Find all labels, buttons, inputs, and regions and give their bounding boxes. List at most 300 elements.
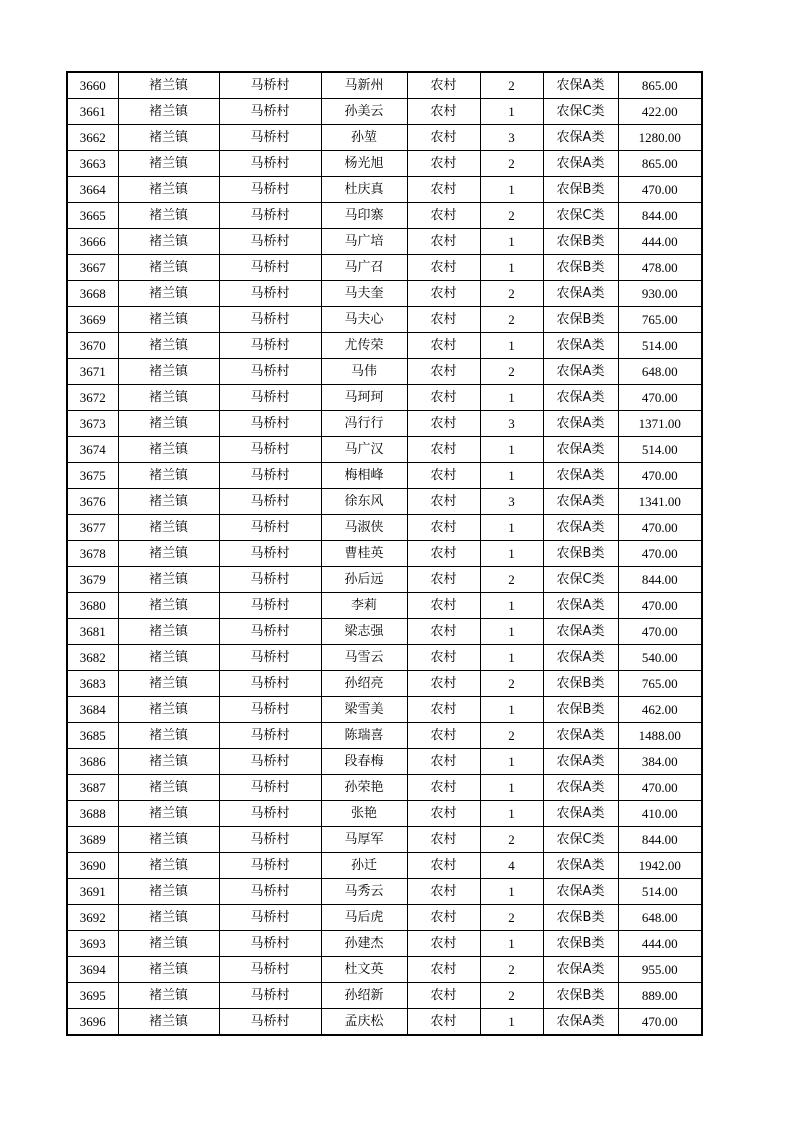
table-row bbox=[67, 255, 702, 281]
village-cell: 马桥村 bbox=[219, 645, 321, 671]
insurance-category-cell: 农保A类 bbox=[543, 1009, 618, 1036]
amount-cell: 470.00 bbox=[618, 515, 702, 541]
table-row bbox=[67, 879, 702, 905]
household-size-cell: 2 bbox=[480, 203, 543, 229]
table-row bbox=[67, 125, 702, 151]
town-cell: 褚兰镇 bbox=[118, 177, 219, 203]
row-number-cell: 3694 bbox=[67, 957, 118, 983]
amount-cell: 1371.00 bbox=[618, 411, 702, 437]
area-type-cell: 农村 bbox=[407, 671, 480, 697]
table-row bbox=[67, 72, 702, 99]
table-row bbox=[67, 99, 702, 125]
table-row bbox=[67, 697, 702, 723]
insurance-category-cell: 农保A类 bbox=[543, 72, 618, 99]
town-cell: 褚兰镇 bbox=[118, 437, 219, 463]
amount-cell: 1488.00 bbox=[618, 723, 702, 749]
insurance-category-cell: 农保C类 bbox=[543, 567, 618, 593]
insurance-category-cell: 农保A类 bbox=[543, 437, 618, 463]
row-number-cell: 3674 bbox=[67, 437, 118, 463]
row-number-cell: 3685 bbox=[67, 723, 118, 749]
name-cell: 马秀云 bbox=[321, 879, 407, 905]
amount-cell: 470.00 bbox=[618, 619, 702, 645]
table-row bbox=[67, 827, 702, 853]
name-cell: 孙绍亮 bbox=[321, 671, 407, 697]
insurance-category-cell: 农保A类 bbox=[543, 957, 618, 983]
row-number-cell: 3668 bbox=[67, 281, 118, 307]
household-size-cell: 1 bbox=[480, 879, 543, 905]
name-cell: 陈瑞喜 bbox=[321, 723, 407, 749]
town-cell: 褚兰镇 bbox=[118, 931, 219, 957]
row-number-cell: 3686 bbox=[67, 749, 118, 775]
household-size-cell: 1 bbox=[480, 593, 543, 619]
town-cell: 褚兰镇 bbox=[118, 853, 219, 879]
name-cell: 杨光旭 bbox=[321, 151, 407, 177]
insurance-category-cell: 农保C类 bbox=[543, 827, 618, 853]
town-cell: 褚兰镇 bbox=[118, 203, 219, 229]
household-size-cell: 1 bbox=[480, 619, 543, 645]
row-number-cell: 3664 bbox=[67, 177, 118, 203]
amount-cell: 470.00 bbox=[618, 177, 702, 203]
village-cell: 马桥村 bbox=[219, 983, 321, 1009]
table-row bbox=[67, 437, 702, 463]
village-cell: 马桥村 bbox=[219, 463, 321, 489]
town-cell: 褚兰镇 bbox=[118, 333, 219, 359]
amount-cell: 844.00 bbox=[618, 827, 702, 853]
household-size-cell: 2 bbox=[480, 957, 543, 983]
insurance-category-cell: 农保A类 bbox=[543, 281, 618, 307]
table-row bbox=[67, 385, 702, 411]
insurance-category-cell: 农保B类 bbox=[543, 905, 618, 931]
household-size-cell: 1 bbox=[480, 775, 543, 801]
row-number-cell: 3682 bbox=[67, 645, 118, 671]
area-type-cell: 农村 bbox=[407, 593, 480, 619]
amount-cell: 1280.00 bbox=[618, 125, 702, 151]
village-cell: 马桥村 bbox=[219, 853, 321, 879]
village-cell: 马桥村 bbox=[219, 905, 321, 931]
name-cell: 梁志强 bbox=[321, 619, 407, 645]
household-size-cell: 1 bbox=[480, 749, 543, 775]
records-table bbox=[66, 71, 703, 1036]
town-cell: 褚兰镇 bbox=[118, 255, 219, 281]
amount-cell: 444.00 bbox=[618, 229, 702, 255]
area-type-cell: 农村 bbox=[407, 619, 480, 645]
name-cell: 马夫心 bbox=[321, 307, 407, 333]
household-size-cell: 1 bbox=[480, 541, 543, 567]
village-cell: 马桥村 bbox=[219, 281, 321, 307]
insurance-category-cell: 农保B类 bbox=[543, 255, 618, 281]
table-row bbox=[67, 333, 702, 359]
name-cell: 马新州 bbox=[321, 72, 407, 99]
name-cell: 马广召 bbox=[321, 255, 407, 281]
area-type-cell: 农村 bbox=[407, 72, 480, 99]
household-size-cell: 2 bbox=[480, 723, 543, 749]
village-cell: 马桥村 bbox=[219, 879, 321, 905]
amount-cell: 844.00 bbox=[618, 567, 702, 593]
insurance-category-cell: 农保A类 bbox=[543, 359, 618, 385]
insurance-category-cell: 农保A类 bbox=[543, 775, 618, 801]
table-row bbox=[67, 723, 702, 749]
name-cell: 孙迁 bbox=[321, 853, 407, 879]
insurance-category-cell: 农保B类 bbox=[543, 983, 618, 1009]
household-size-cell: 1 bbox=[480, 229, 543, 255]
row-number-cell: 3660 bbox=[67, 72, 118, 99]
table-row bbox=[67, 515, 702, 541]
name-cell: 马雪云 bbox=[321, 645, 407, 671]
area-type-cell: 农村 bbox=[407, 255, 480, 281]
household-size-cell: 1 bbox=[480, 99, 543, 125]
household-size-cell: 1 bbox=[480, 333, 543, 359]
area-type-cell: 农村 bbox=[407, 1009, 480, 1036]
table-row bbox=[67, 151, 702, 177]
table-row bbox=[67, 1009, 702, 1036]
household-size-cell: 1 bbox=[480, 437, 543, 463]
name-cell: 杜庆真 bbox=[321, 177, 407, 203]
household-size-cell: 3 bbox=[480, 411, 543, 437]
village-cell: 马桥村 bbox=[219, 255, 321, 281]
insurance-category-cell: 农保B类 bbox=[543, 671, 618, 697]
village-cell: 马桥村 bbox=[219, 931, 321, 957]
town-cell: 褚兰镇 bbox=[118, 72, 219, 99]
town-cell: 褚兰镇 bbox=[118, 385, 219, 411]
row-number-cell: 3675 bbox=[67, 463, 118, 489]
insurance-category-cell: 农保B类 bbox=[543, 931, 618, 957]
insurance-category-cell: 农保A类 bbox=[543, 333, 618, 359]
household-size-cell: 2 bbox=[480, 567, 543, 593]
village-cell: 马桥村 bbox=[219, 203, 321, 229]
town-cell: 褚兰镇 bbox=[118, 697, 219, 723]
name-cell: 马广汉 bbox=[321, 437, 407, 463]
insurance-category-cell: 农保A类 bbox=[543, 385, 618, 411]
town-cell: 褚兰镇 bbox=[118, 801, 219, 827]
row-number-cell: 3693 bbox=[67, 931, 118, 957]
row-number-cell: 3667 bbox=[67, 255, 118, 281]
amount-cell: 648.00 bbox=[618, 905, 702, 931]
area-type-cell: 农村 bbox=[407, 463, 480, 489]
amount-cell: 889.00 bbox=[618, 983, 702, 1009]
amount-cell: 470.00 bbox=[618, 593, 702, 619]
name-cell: 杜文英 bbox=[321, 957, 407, 983]
row-number-cell: 3692 bbox=[67, 905, 118, 931]
table-row bbox=[67, 593, 702, 619]
village-cell: 马桥村 bbox=[219, 827, 321, 853]
name-cell: 曹桂英 bbox=[321, 541, 407, 567]
area-type-cell: 农村 bbox=[407, 801, 480, 827]
area-type-cell: 农村 bbox=[407, 151, 480, 177]
amount-cell: 478.00 bbox=[618, 255, 702, 281]
table-row bbox=[67, 489, 702, 515]
amount-cell: 422.00 bbox=[618, 99, 702, 125]
household-size-cell: 2 bbox=[480, 307, 543, 333]
area-type-cell: 农村 bbox=[407, 99, 480, 125]
village-cell: 马桥村 bbox=[219, 385, 321, 411]
town-cell: 褚兰镇 bbox=[118, 99, 219, 125]
household-size-cell: 2 bbox=[480, 281, 543, 307]
town-cell: 褚兰镇 bbox=[118, 489, 219, 515]
village-cell: 马桥村 bbox=[219, 957, 321, 983]
name-cell: 马后虎 bbox=[321, 905, 407, 931]
household-size-cell: 2 bbox=[480, 151, 543, 177]
town-cell: 褚兰镇 bbox=[118, 515, 219, 541]
table-row bbox=[67, 281, 702, 307]
insurance-category-cell: 农保B类 bbox=[543, 307, 618, 333]
insurance-category-cell: 农保A类 bbox=[543, 125, 618, 151]
town-cell: 褚兰镇 bbox=[118, 567, 219, 593]
insurance-category-cell: 农保C类 bbox=[543, 99, 618, 125]
area-type-cell: 农村 bbox=[407, 203, 480, 229]
village-cell: 马桥村 bbox=[219, 307, 321, 333]
table-row bbox=[67, 749, 702, 775]
table-row bbox=[67, 931, 702, 957]
table-row bbox=[67, 853, 702, 879]
area-type-cell: 农村 bbox=[407, 229, 480, 255]
row-number-cell: 3678 bbox=[67, 541, 118, 567]
table-row bbox=[67, 229, 702, 255]
table-row bbox=[67, 645, 702, 671]
table-row bbox=[67, 775, 702, 801]
name-cell: 李莉 bbox=[321, 593, 407, 619]
row-number-cell: 3689 bbox=[67, 827, 118, 853]
insurance-category-cell: 农保A类 bbox=[543, 645, 618, 671]
row-number-cell: 3688 bbox=[67, 801, 118, 827]
village-cell: 马桥村 bbox=[219, 72, 321, 99]
village-cell: 马桥村 bbox=[219, 515, 321, 541]
village-cell: 马桥村 bbox=[219, 567, 321, 593]
amount-cell: 955.00 bbox=[618, 957, 702, 983]
town-cell: 褚兰镇 bbox=[118, 619, 219, 645]
amount-cell: 444.00 bbox=[618, 931, 702, 957]
name-cell: 孙荣艳 bbox=[321, 775, 407, 801]
name-cell: 梅相峰 bbox=[321, 463, 407, 489]
town-cell: 褚兰镇 bbox=[118, 1009, 219, 1036]
amount-cell: 844.00 bbox=[618, 203, 702, 229]
town-cell: 褚兰镇 bbox=[118, 411, 219, 437]
household-size-cell: 1 bbox=[480, 931, 543, 957]
amount-cell: 765.00 bbox=[618, 671, 702, 697]
insurance-category-cell: 农保A类 bbox=[543, 619, 618, 645]
amount-cell: 462.00 bbox=[618, 697, 702, 723]
household-size-cell: 2 bbox=[480, 671, 543, 697]
amount-cell: 470.00 bbox=[618, 541, 702, 567]
row-number-cell: 3681 bbox=[67, 619, 118, 645]
insurance-category-cell: 农保A类 bbox=[543, 853, 618, 879]
name-cell: 孙绍新 bbox=[321, 983, 407, 1009]
name-cell: 梁雪美 bbox=[321, 697, 407, 723]
village-cell: 马桥村 bbox=[219, 801, 321, 827]
village-cell: 马桥村 bbox=[219, 697, 321, 723]
village-cell: 马桥村 bbox=[219, 775, 321, 801]
amount-cell: 470.00 bbox=[618, 775, 702, 801]
row-number-cell: 3669 bbox=[67, 307, 118, 333]
household-size-cell: 1 bbox=[480, 645, 543, 671]
table-row bbox=[67, 671, 702, 697]
household-size-cell: 2 bbox=[480, 983, 543, 1009]
amount-cell: 514.00 bbox=[618, 879, 702, 905]
area-type-cell: 农村 bbox=[407, 853, 480, 879]
amount-cell: 865.00 bbox=[618, 151, 702, 177]
area-type-cell: 农村 bbox=[407, 515, 480, 541]
village-cell: 马桥村 bbox=[219, 125, 321, 151]
village-cell: 马桥村 bbox=[219, 177, 321, 203]
village-cell: 马桥村 bbox=[219, 723, 321, 749]
household-size-cell: 3 bbox=[480, 489, 543, 515]
village-cell: 马桥村 bbox=[219, 99, 321, 125]
name-cell: 马厚军 bbox=[321, 827, 407, 853]
insurance-category-cell: 农保C类 bbox=[543, 203, 618, 229]
village-cell: 马桥村 bbox=[219, 229, 321, 255]
table-row bbox=[67, 957, 702, 983]
amount-cell: 648.00 bbox=[618, 359, 702, 385]
insurance-category-cell: 农保B类 bbox=[543, 697, 618, 723]
village-cell: 马桥村 bbox=[219, 541, 321, 567]
village-cell: 马桥村 bbox=[219, 359, 321, 385]
row-number-cell: 3691 bbox=[67, 879, 118, 905]
household-size-cell: 2 bbox=[480, 72, 543, 99]
insurance-category-cell: 农保B类 bbox=[543, 541, 618, 567]
town-cell: 褚兰镇 bbox=[118, 463, 219, 489]
village-cell: 马桥村 bbox=[219, 333, 321, 359]
insurance-category-cell: 农保B类 bbox=[543, 229, 618, 255]
row-number-cell: 3673 bbox=[67, 411, 118, 437]
area-type-cell: 农村 bbox=[407, 541, 480, 567]
village-cell: 马桥村 bbox=[219, 1009, 321, 1036]
row-number-cell: 3666 bbox=[67, 229, 118, 255]
town-cell: 褚兰镇 bbox=[118, 281, 219, 307]
area-type-cell: 农村 bbox=[407, 437, 480, 463]
insurance-category-cell: 农保A类 bbox=[543, 593, 618, 619]
town-cell: 褚兰镇 bbox=[118, 645, 219, 671]
amount-cell: 1942.00 bbox=[618, 853, 702, 879]
household-size-cell: 4 bbox=[480, 853, 543, 879]
insurance-category-cell: 农保A类 bbox=[543, 151, 618, 177]
name-cell: 马广培 bbox=[321, 229, 407, 255]
insurance-category-cell: 农保A类 bbox=[543, 411, 618, 437]
amount-cell: 865.00 bbox=[618, 72, 702, 99]
area-type-cell: 农村 bbox=[407, 567, 480, 593]
village-cell: 马桥村 bbox=[219, 619, 321, 645]
household-size-cell: 1 bbox=[480, 801, 543, 827]
area-type-cell: 农村 bbox=[407, 385, 480, 411]
amount-cell: 1341.00 bbox=[618, 489, 702, 515]
town-cell: 褚兰镇 bbox=[118, 593, 219, 619]
row-number-cell: 3663 bbox=[67, 151, 118, 177]
village-cell: 马桥村 bbox=[219, 437, 321, 463]
household-size-cell: 1 bbox=[480, 1009, 543, 1036]
table-body bbox=[67, 72, 702, 1035]
name-cell: 马淑侠 bbox=[321, 515, 407, 541]
name-cell: 孟庆松 bbox=[321, 1009, 407, 1036]
area-type-cell: 农村 bbox=[407, 177, 480, 203]
row-number-cell: 3690 bbox=[67, 853, 118, 879]
name-cell: 孙美云 bbox=[321, 99, 407, 125]
name-cell: 徐东风 bbox=[321, 489, 407, 515]
row-number-cell: 3683 bbox=[67, 671, 118, 697]
household-size-cell: 1 bbox=[480, 463, 543, 489]
amount-cell: 470.00 bbox=[618, 1009, 702, 1036]
insurance-category-cell: 农保A类 bbox=[543, 723, 618, 749]
area-type-cell: 农村 bbox=[407, 489, 480, 515]
town-cell: 褚兰镇 bbox=[118, 723, 219, 749]
area-type-cell: 农村 bbox=[407, 281, 480, 307]
area-type-cell: 农村 bbox=[407, 827, 480, 853]
household-size-cell: 2 bbox=[480, 905, 543, 931]
town-cell: 褚兰镇 bbox=[118, 229, 219, 255]
village-cell: 马桥村 bbox=[219, 749, 321, 775]
amount-cell: 470.00 bbox=[618, 385, 702, 411]
table-row bbox=[67, 359, 702, 385]
household-size-cell: 1 bbox=[480, 255, 543, 281]
town-cell: 褚兰镇 bbox=[118, 749, 219, 775]
village-cell: 马桥村 bbox=[219, 593, 321, 619]
name-cell: 马夫奎 bbox=[321, 281, 407, 307]
area-type-cell: 农村 bbox=[407, 359, 480, 385]
name-cell: 孙建杰 bbox=[321, 931, 407, 957]
table-row bbox=[67, 177, 702, 203]
document-sheet bbox=[66, 71, 703, 1036]
amount-cell: 514.00 bbox=[618, 437, 702, 463]
village-cell: 马桥村 bbox=[219, 151, 321, 177]
row-number-cell: 3684 bbox=[67, 697, 118, 723]
row-number-cell: 3665 bbox=[67, 203, 118, 229]
area-type-cell: 农村 bbox=[407, 411, 480, 437]
town-cell: 褚兰镇 bbox=[118, 307, 219, 333]
table-row bbox=[67, 411, 702, 437]
village-cell: 马桥村 bbox=[219, 411, 321, 437]
table-row bbox=[67, 619, 702, 645]
name-cell: 马伟 bbox=[321, 359, 407, 385]
village-cell: 马桥村 bbox=[219, 489, 321, 515]
table-row bbox=[67, 983, 702, 1009]
area-type-cell: 农村 bbox=[407, 307, 480, 333]
village-cell: 马桥村 bbox=[219, 671, 321, 697]
name-cell: 马珂珂 bbox=[321, 385, 407, 411]
household-size-cell: 3 bbox=[480, 125, 543, 151]
amount-cell: 470.00 bbox=[618, 463, 702, 489]
row-number-cell: 3661 bbox=[67, 99, 118, 125]
household-size-cell: 1 bbox=[480, 177, 543, 203]
area-type-cell: 农村 bbox=[407, 775, 480, 801]
table-row bbox=[67, 567, 702, 593]
area-type-cell: 农村 bbox=[407, 879, 480, 905]
row-number-cell: 3676 bbox=[67, 489, 118, 515]
row-number-cell: 3672 bbox=[67, 385, 118, 411]
town-cell: 褚兰镇 bbox=[118, 671, 219, 697]
insurance-category-cell: 农保B类 bbox=[543, 177, 618, 203]
area-type-cell: 农村 bbox=[407, 749, 480, 775]
row-number-cell: 3695 bbox=[67, 983, 118, 1009]
area-type-cell: 农村 bbox=[407, 333, 480, 359]
table-row bbox=[67, 307, 702, 333]
insurance-category-cell: 农保A类 bbox=[543, 515, 618, 541]
town-cell: 褚兰镇 bbox=[118, 125, 219, 151]
town-cell: 褚兰镇 bbox=[118, 827, 219, 853]
town-cell: 褚兰镇 bbox=[118, 905, 219, 931]
area-type-cell: 农村 bbox=[407, 697, 480, 723]
row-number-cell: 3687 bbox=[67, 775, 118, 801]
town-cell: 褚兰镇 bbox=[118, 359, 219, 385]
amount-cell: 384.00 bbox=[618, 749, 702, 775]
name-cell: 孙堃 bbox=[321, 125, 407, 151]
amount-cell: 514.00 bbox=[618, 333, 702, 359]
town-cell: 褚兰镇 bbox=[118, 957, 219, 983]
name-cell: 段春梅 bbox=[321, 749, 407, 775]
area-type-cell: 农村 bbox=[407, 645, 480, 671]
table-row bbox=[67, 463, 702, 489]
town-cell: 褚兰镇 bbox=[118, 879, 219, 905]
town-cell: 褚兰镇 bbox=[118, 151, 219, 177]
row-number-cell: 3662 bbox=[67, 125, 118, 151]
area-type-cell: 农村 bbox=[407, 931, 480, 957]
table-row bbox=[67, 203, 702, 229]
